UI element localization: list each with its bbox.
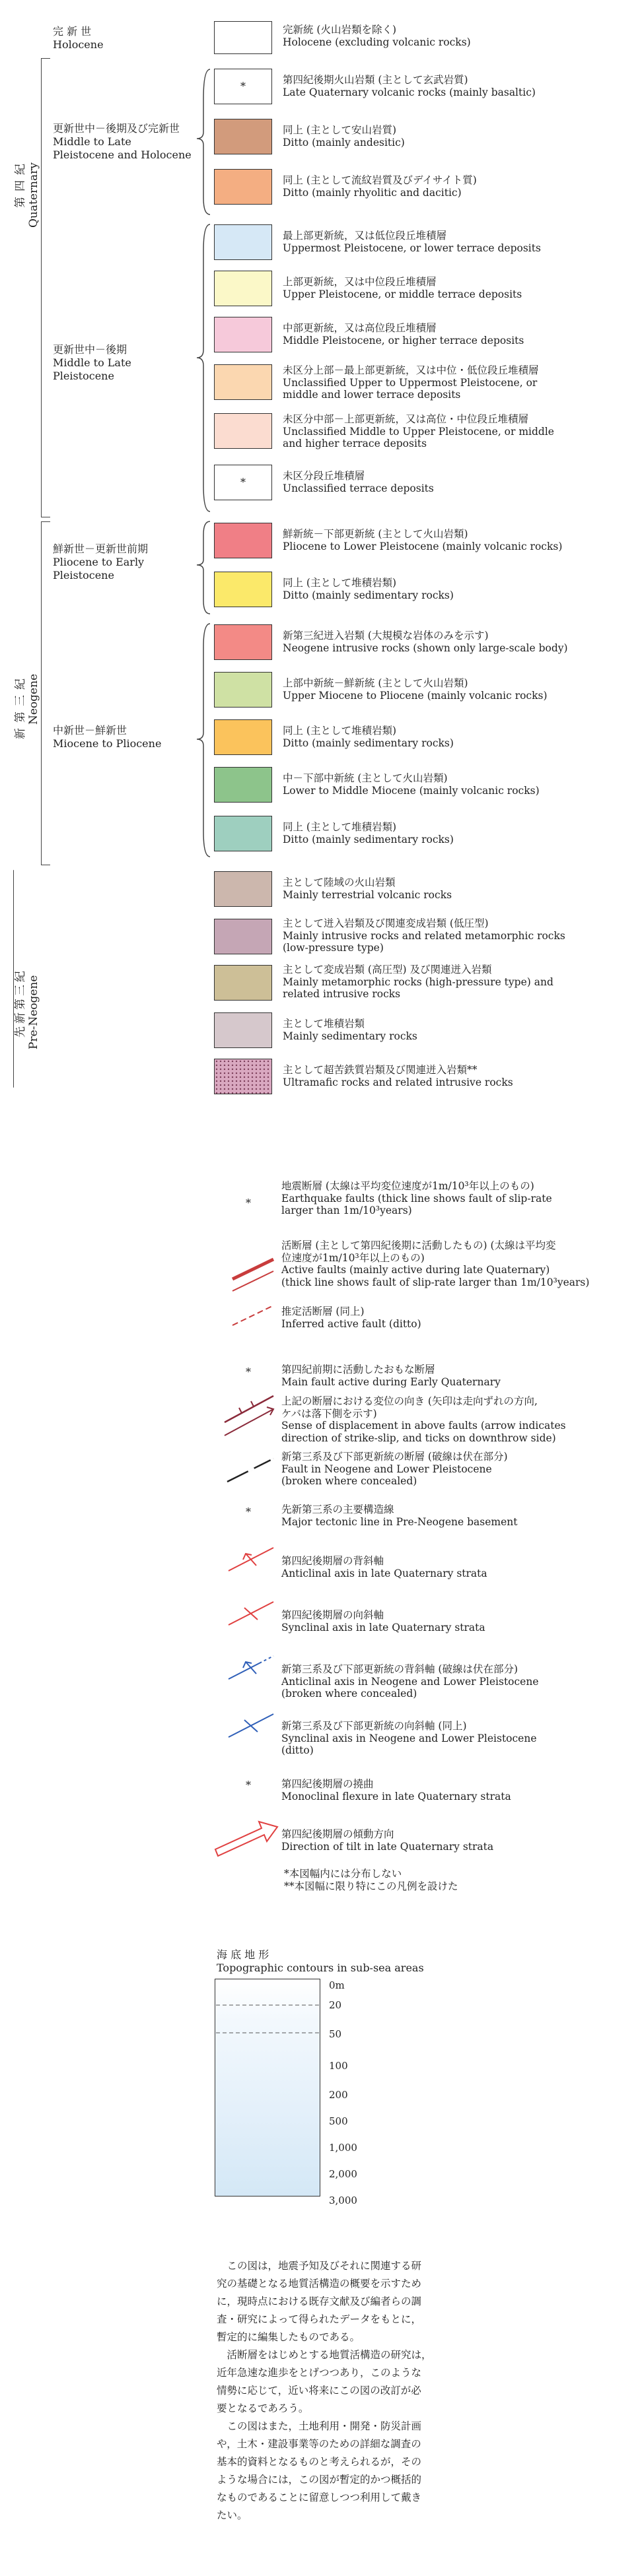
unit-label-jp: 上部中新統－鮮新統 (主として火山岩類) (283, 677, 468, 689)
depth-label: 20 (329, 1999, 342, 2011)
active-fault-line-icon (232, 1259, 273, 1291)
star-mark: * (246, 1197, 251, 1209)
text-line: 査・研究によって得られたデータをもとに， (217, 2313, 422, 2325)
symbol-label-en: Earthquake faults (thick line shows fault of slip-rate (281, 1192, 552, 1205)
unit-label-jp: 上部更新統，又は中位段丘堆積層 (283, 276, 437, 288)
unit-terrestrial-volcanic (283, 876, 452, 901)
unit-label-en: Unclassified Middle to Upper Pleistocene, or middle (283, 425, 554, 438)
explanatory-text (217, 2257, 474, 2525)
depth-label: 50 (329, 2028, 342, 2040)
unit-label-en: Ditto (mainly andesitic) (283, 136, 405, 149)
symbol-main-fault-early-q (281, 1364, 501, 1388)
symbol-label-en: Synclinal axis in Neogene and Lower Pleistocene (281, 1732, 537, 1744)
unit-ditto-andesitic (283, 124, 405, 149)
swatch-late-q-volcanic (214, 69, 272, 104)
depth-label: 500 (329, 2115, 348, 2127)
swatch-ditto-andesitic (214, 119, 272, 154)
depth-label: 2,000 (329, 2168, 357, 2180)
neogene-syncline-icon (229, 1714, 273, 1737)
unit-label-jp: 同上 (主として堆積岩類) (283, 725, 397, 737)
neogene-fault-line-icon (227, 1459, 273, 1482)
symbol-label-jp: ケバは落下側を示す) (281, 1407, 377, 1420)
swatch-plio-sedimentary (214, 572, 272, 607)
symbol-anticline-lq (281, 1555, 487, 1579)
unit-mainly-sedimentary (283, 1018, 417, 1042)
symbol-active-faults (281, 1239, 589, 1288)
unit-uncl-terrace (283, 470, 434, 494)
symbol-label-jp: 第四紀前期に活動したおもな断層 (281, 1364, 435, 1375)
seafloor-title-jp: 海 底 地 形 (217, 1948, 269, 1961)
unit-ultramafic (283, 1064, 513, 1088)
swatch-uncl-terrace (214, 465, 272, 500)
unit-label-jp: 完新統 (火山岩類を除く) (283, 24, 397, 36)
symbol-label-en: Anticlinal axis in Neogene and Lower Pleistocene (281, 1675, 539, 1688)
depth-label: 3,000 (329, 2195, 357, 2206)
text-line: この図は，地震予知及びそれに関連する研 (217, 2260, 422, 2272)
symbol-label-en: Major tectonic line in Pre-Neogene basement (281, 1515, 518, 1528)
displacement-sense-icon (225, 1396, 273, 1436)
unit-label-en: Unclassified Upper to Uppermost Pleistocene, or (283, 376, 538, 389)
neogene-anticline-icon (229, 1656, 273, 1679)
period-label-neogene-jp: 新第三紀 (14, 673, 27, 739)
bracket-preneogene (13, 870, 14, 1088)
symbol-label-en: Anticlinal axis in late Quaternary strata (281, 1567, 487, 1579)
unit-label-jp: 鮮新統－下部更新統 (主として火山岩類) (283, 528, 468, 540)
unit-label-jp: 中部更新統，又は高位段丘堆積層 (283, 322, 437, 334)
epoch-mlp-jp: 更新世中－後期 (53, 343, 127, 356)
symbol-syncline-neogene (281, 1720, 537, 1757)
swatch-plio-volcanic (214, 523, 272, 558)
epoch-mlph-en1: Middle to Late (53, 135, 131, 148)
symbol-label-en: Fault in Neogene and Lower Pleistocene (281, 1463, 492, 1475)
symbol-label-en: Monoclinal flexure in late Quaternary strata (281, 1790, 511, 1802)
unit-neogene-intrusive (283, 630, 568, 654)
symbol-anticline-neogene (281, 1663, 539, 1700)
unit-label-en: Pliocene to Lower Pleistocene (mainly volcanic rocks) (283, 540, 563, 552)
symbol-label-jp: 第四紀後期層の撓曲 (281, 1778, 374, 1790)
note-not-distributed: *本図幅内には分布しない (284, 1868, 402, 1880)
unit-label-jp: 主として陸域の火山岩類 (283, 876, 396, 888)
text-line: 情勢に応じて，近い将来にこの図の改訂が必 (217, 2385, 421, 2396)
unit-intrusive-metamorphic (283, 917, 565, 954)
swatch-terrestrial-volcanic (214, 871, 272, 907)
star-mark: * (246, 1366, 251, 1378)
text-line: ような場合には，この図が暫定的かつ概括的 (217, 2474, 422, 2486)
swatch-mainly-sedimentary (214, 1012, 272, 1048)
unit-label-en: middle and lower terrace deposits (283, 389, 461, 401)
period-label-quaternary-en: Quaternary (27, 162, 40, 228)
note-special-legend: **本図幅に限り特にこの凡例を設けた (284, 1880, 458, 1892)
unit-upper-pleistocene (283, 276, 522, 300)
unit-plio-volcanic (283, 528, 562, 552)
unit-label-en: Ditto (mainly rhyolitic and dacitic) (283, 186, 462, 199)
unit-label-jp: 主として迸入岩類及び関連変成岩類 (低圧型) (283, 917, 489, 929)
unit-label-en: Mainly sedimentary rocks (283, 1030, 417, 1042)
epoch-pep-en2: Pleistocene (53, 569, 114, 581)
unit-label-en: (low-pressure type) (283, 942, 384, 954)
depth-contour-lines (215, 1979, 320, 2196)
symbol-label-jp: 新第三系及び下部更新統の断層 (破線は伏在部分) (281, 1451, 508, 1463)
epoch-pep-jp: 鮮新世－更新世前期 (53, 543, 149, 555)
unit-label-jp: 同上 (主として堆積岩類) (283, 821, 397, 833)
swatch-metamorphic-high-pressure (214, 965, 272, 1001)
epoch-pep-en1: Pliocene to Early (53, 556, 145, 568)
symbol-neogene-fault (281, 1451, 508, 1488)
depth-label: 0m (329, 1979, 345, 1991)
swatch-lower-middle-miocene-sedimentary (214, 816, 272, 851)
text-line: 活断層をはじめとする地質活構造の研究は， (217, 2349, 432, 2361)
period-label-neogene-en: Neogene (27, 673, 40, 725)
symbol-label-jp: 上記の断層における変位の向き (矢印は走向ずれの方向, (281, 1395, 538, 1407)
swatch-neogene-intrusive (214, 624, 272, 660)
unit-label-en: and higher terrace deposits (283, 438, 427, 449)
text-line: 暫定的に編集したものである。 (217, 2331, 361, 2343)
unit-ditto-rhyolitic (283, 174, 477, 199)
symbol-label-en: Synclinal axis in late Quaternary strata (281, 1621, 485, 1634)
symbol-label-en: Sense of displacement in above faults (arrow indicates (281, 1420, 566, 1432)
symbol-label-jp: 活断層 (主として第四紀後期に活動したもの) (太線は平均変 (281, 1239, 556, 1251)
unit-label-en: Late Quaternary volcanic rocks (mainly basaltic) (283, 86, 536, 98)
unit-label-jp: 主として超苦鉄質岩類及び関連迸入岩類** (283, 1064, 478, 1076)
period-label-preneogene-en: Pre-Neogene (27, 975, 40, 1049)
symbol-tilt-direction (281, 1828, 493, 1853)
text-line: たい。 (217, 2509, 248, 2521)
symbol-label-jp: 第四紀後期層の向斜軸 (281, 1609, 384, 1621)
unit-lower-middle-miocene-volcanic (283, 772, 540, 797)
unit-label-jp: 未区分中部－上部更新統，又は高位・中位段丘堆積層 (283, 413, 529, 425)
epoch-mlp-en1: Middle to Late (53, 356, 131, 369)
symbol-label-en: (thick line shows fault of slip-rate larger than 1m/10³years) (281, 1276, 590, 1288)
text-line: 要となるであろう。 (217, 2402, 309, 2414)
symbol-displacement-sense (281, 1395, 566, 1444)
swatch-ditto-rhyolitic (214, 169, 272, 205)
unit-label-en: Upper Miocene to Pliocene (mainly volcanic rocks) (283, 689, 548, 702)
swatch-holocene (214, 21, 272, 54)
epoch-mlph-en2: Pleistocene and Holocene (53, 149, 192, 161)
unit-uppermost-pleistocene (283, 230, 541, 254)
unit-uncl-middle-upper (283, 413, 554, 450)
symbol-earthquake-faults (281, 1180, 552, 1217)
legend-notes (284, 1868, 458, 1892)
seafloor-title-en: Topographic contours in sub-sea areas (217, 1962, 424, 1974)
symbol-label-en: larger than 1m/10³years) (281, 1205, 412, 1216)
swatch-intrusive-metamorphic (214, 919, 272, 954)
unit-label-en: Ditto (mainly sedimentary rocks) (283, 589, 454, 601)
unit-label-jp: 未区分段丘堆積層 (283, 470, 365, 482)
symbol-tectonic-line (281, 1503, 518, 1528)
tilt-arrow-icon (215, 1822, 277, 1856)
unit-label-en: Uppermost Pleistocene, or lower terrace deposits (283, 242, 541, 254)
symbol-label-en: (broken where concealed) (281, 1688, 417, 1700)
symbol-label-jp: 新第三系及び下部更新統の背斜軸 (破線は伏在部分) (281, 1663, 518, 1675)
symbol-label-jp: 第四紀後期層の背斜軸 (281, 1555, 384, 1567)
text-line: なものであることに留意しつつ利用して戴き (217, 2492, 422, 2503)
unit-label-jp: 同上 (主として流紋岩質及びデイサイト質) (283, 174, 477, 186)
text-line: に，現時点における既存文献及び編者らの調 (217, 2295, 422, 2307)
star-mark: * (246, 1779, 251, 1791)
unit-label-en: related intrusive rocks (283, 988, 401, 1000)
text-line: 近年急速な進歩をとげつつあり，このような (217, 2367, 422, 2379)
swatch-ultramafic (214, 1059, 272, 1094)
epoch-holocene-en: Holocene (53, 38, 104, 51)
unit-label-en: Ditto (mainly sedimentary rocks) (283, 737, 454, 749)
unit-plio-sedimentary (283, 577, 454, 601)
unit-label-en: Unclassified terrace deposits (283, 482, 434, 494)
symbol-label-en: (ditto) (281, 1744, 314, 1756)
unit-label-en: Mainly terrestrial volcanic rocks (283, 888, 452, 901)
depth-label: 100 (329, 2060, 348, 2072)
epoch-holocene-jp: 完 新 世 (53, 25, 92, 38)
swatch-lower-middle-miocene-volcanic (214, 767, 272, 803)
star-mark: * (240, 80, 246, 92)
swatch-middle-pleistocene (214, 317, 272, 352)
syncline-icon (229, 1602, 273, 1625)
unit-label-jp: 主として変成岩類 (高圧型) 及び関連迸入岩類 (283, 964, 492, 975)
epoch-mlph-jp: 更新世中－後期及び完新世 (53, 122, 180, 135)
swatch-uppermost-pleistocene (214, 224, 272, 260)
period-label-preneogene-jp: 先新第三紀 (14, 968, 27, 1038)
text-line: 基本的資料となるものと考えられるが，その (217, 2456, 422, 2468)
unit-label-jp: 未区分上部－最上部更新統，又は中位・低位段丘堆積層 (283, 364, 539, 376)
epoch-mp-en1: Miocene to Pliocene (53, 737, 162, 750)
unit-label-en: Holocene (excluding volcanic rocks) (283, 36, 471, 48)
unit-label-en: Ultramafic rocks and related intrusive rocks (283, 1076, 513, 1088)
symbol-syncline-lq (281, 1609, 485, 1634)
unit-uncl-upper-uppermost (283, 364, 539, 401)
unit-middle-pleistocene (283, 322, 524, 347)
unit-metamorphic-high-pressure (283, 964, 553, 1001)
unit-label-en: Neogene intrusive rocks (shown only large-scale body) (283, 642, 568, 654)
swatch-upper-miocene-sedimentary (214, 719, 272, 755)
depth-label: 200 (329, 2089, 348, 2101)
star-mark: * (246, 1505, 251, 1518)
symbol-label-en: Active faults (mainly active during late Quaternary) (281, 1264, 550, 1276)
unit-late-q-volcanic (283, 74, 536, 98)
symbol-label-en: Direction of tilt in late Quaternary strata (281, 1840, 494, 1853)
depth-label: 1,000 (329, 2142, 357, 2154)
unit-label-jp: 同上 (主として堆積岩類) (283, 577, 397, 589)
unit-upper-miocene-sedimentary (283, 725, 454, 749)
unit-label-jp: 第四紀後期火山岩類 (主として玄武岩質) (283, 74, 468, 86)
symbol-label-jp: 先新第三系の主要構造線 (281, 1503, 394, 1515)
unit-label-jp: 中－下部中新統 (主として火山岩類) (283, 772, 448, 784)
unit-lower-middle-miocene-sedimentary (283, 821, 454, 845)
unit-label-en: Upper Pleistocene, or middle terrace deposits (283, 288, 522, 300)
symbol-label-jp: 位速度が1m/10³年以上のもの) (281, 1251, 425, 1264)
symbol-label-en: direction of strike-slip, and ticks on downthrow side) (281, 1432, 556, 1444)
swatch-upper-miocene-volcanic (214, 672, 272, 708)
unit-holocene (283, 24, 471, 48)
unit-upper-miocene-volcanic (283, 677, 548, 702)
star-mark: * (240, 476, 246, 488)
swatch-uncl-middle-upper (214, 413, 272, 449)
swatch-uncl-upper-uppermost (214, 364, 272, 400)
symbol-label-jp: 推定活断層 (同上) (281, 1305, 365, 1317)
unit-label-en: Lower to Middle Miocene (mainly volcanic rocks) (283, 784, 540, 797)
symbol-label-jp: 第四紀後期層の傾動方向 (281, 1828, 394, 1840)
symbol-label-en: (broken where concealed) (281, 1475, 417, 1487)
text-line: この図はまた，土地利用・開発・防災計画 (217, 2420, 422, 2432)
unit-label-en: Mainly metamorphic rocks (high-pressure type) and (283, 975, 553, 988)
symbol-inferred-fault (281, 1305, 421, 1330)
symbol-label-jp: 新第三系及び下部更新統の向斜軸 (同上) (281, 1720, 467, 1732)
unit-label-en: Middle Pleistocene, or higher terrace deposits (283, 334, 524, 347)
unit-label-jp: 同上 (主として安山岩質) (283, 124, 397, 136)
unit-label-en: Ditto (mainly sedimentary rocks) (283, 833, 454, 845)
unit-label-jp: 新第三紀迸入岩類 (大規模な岩体のみを示す) (283, 630, 489, 642)
swatch-upper-pleistocene (214, 271, 272, 306)
symbol-label-en: Inferred active fault (ditto) (281, 1317, 421, 1330)
symbol-label-en: Main fault active during Early Quaternary (281, 1375, 501, 1388)
epoch-mlp-en2: Pleistocene (53, 370, 114, 382)
anticline-icon (229, 1548, 273, 1571)
unit-label-jp: 最上部更新統，又は低位段丘堆積層 (283, 230, 447, 242)
unit-label-jp: 主として堆積岩類 (283, 1018, 365, 1030)
text-line: や，土木・建設事業等のための詳細な調査の (217, 2438, 421, 2450)
symbol-monoclinal-flexure (281, 1778, 511, 1802)
text-line: 究の基礎となる地質活構造の概要を示すため (217, 2278, 422, 2290)
unit-label-en: Mainly intrusive rocks and related metamorphic rocks (283, 929, 565, 942)
inferred-fault-line-icon (232, 1305, 273, 1325)
epoch-mp-jp: 中新世－鮮新世 (53, 724, 127, 737)
period-label-quaternary-jp: 第四紀 (14, 158, 27, 208)
symbol-label-jp: 地震断層 (太線は平均変位速度が1m/10³年以上のもの) (281, 1180, 534, 1192)
